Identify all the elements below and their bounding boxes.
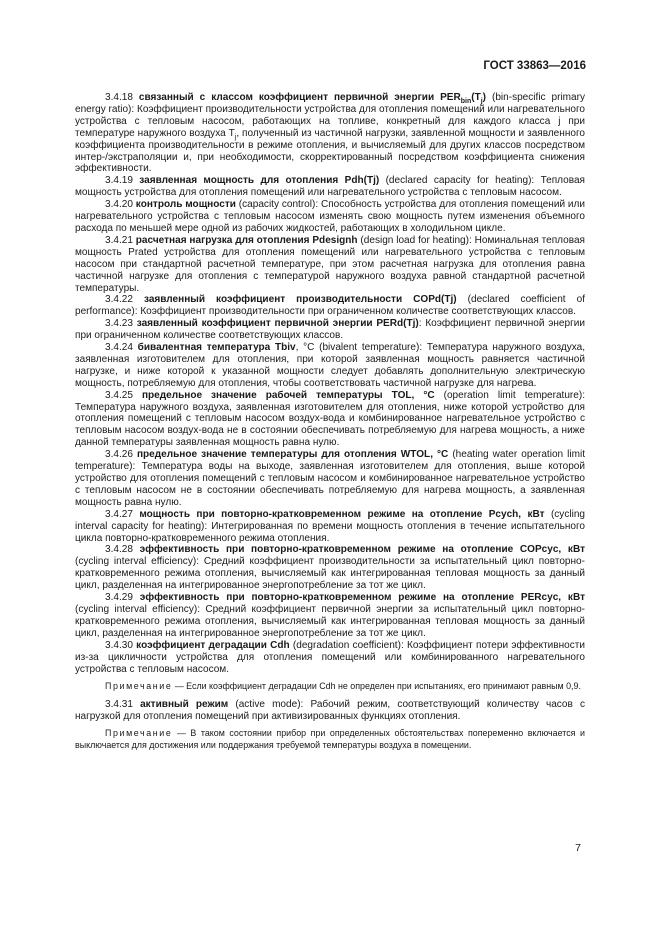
definition-text: (cycling interval efficiency): Средний коэффициент первичной энергии за испытательный цикл повторно-кратковременного режима отопления, вычисляемый как интегрированная тепловая мощность за данный цикл, разделенная на интегрированное энергопотребление за тот же цикл. (75, 603, 585, 639)
term: заявленная мощность для отопления Pdh(Tj) (139, 175, 380, 187)
term: бивалентная температура Tbiv (137, 342, 296, 354)
definition-item (75, 235, 585, 295)
term-text-3: ) (482, 92, 487, 103)
definition-text: (heating water operation limit temperature): Температура воды на выходе, заявленная изготовителем для отопления, выше которой устройство для отопления помещений с тепловым насосом и комбинированное нагревательное устройство с тепловым насосом не в состоянии обеспечивать потребляемую для нагрева мощность, а заявленная мощность равна нулю. (75, 449, 586, 508)
definition-item (75, 294, 585, 318)
term: заявленный коэффициент первичной энергии PERd(Tj) (136, 318, 419, 330)
term: расчетная нагрузка для отопления Pdesignh (135, 234, 358, 246)
item-number: 3.4.26 (105, 449, 133, 461)
note (75, 681, 585, 692)
definition-item (75, 342, 585, 390)
definition-item (75, 699, 585, 723)
item-number: 3.4.18 (105, 92, 133, 103)
term-subscript: bin (460, 98, 472, 105)
definition-text: (operation limit temperature): Температура наружного воздуха, заявленная изготовителем для отопления, ниже которой устройство для отопления помещений с тепловым насосом воздух-вода и комбинированное нагревательное устройство с тепловым насосом воздух-вода не в состоянии обеспечивать потребляемую для нагрева мощность, а ниже данной температуры заявленная мощность равна нулю. (75, 389, 586, 449)
item-number: 3.4.23 (105, 318, 133, 330)
definition-subscript: j (234, 133, 237, 141)
definition-text: (cycling interval efficiency): Средний коэффициент производительности за испытательный цикл повторно-кратковременного режима отопления, вычисляемый как интегрированная тепловая мощность за данный цикл, разделенная на интегрированное энергопотребление за тот же цикл. (75, 556, 585, 592)
item-number: 3.4.28 (105, 544, 133, 556)
item-number: 3.4.25 (105, 389, 133, 401)
document-header: ГОСТ 33863—2016 (483, 60, 586, 72)
term-text-2: (T (471, 92, 481, 103)
term (139, 92, 486, 103)
definition-item (75, 175, 585, 199)
definition-item (75, 318, 585, 342)
definition-text: : Коэффициент первичной энергии при ограниченном количестве соответствующих классов. (75, 318, 585, 342)
item-number: 3.4.30 (105, 639, 133, 651)
note-label: Примечание (105, 681, 173, 692)
item-number: 3.4.27 (105, 508, 133, 520)
definition-text: (design load for heating): Номинальная тепловая мощность Prated устройства для отопления помещений или нагревательного устройства с тепловым насосом при стандартной расчетной температуре, при этом расчетная нагрузка для отопления равна частичной нагрузке для отопления с температурой наружного воздуха равной стандартной расчетной температуры. (75, 234, 585, 294)
item-number: 3.4.31 (105, 698, 133, 710)
note-text: — В таком состоянии прибор при определенных обстоятельствах попеременно включается и выключается для достижения или поддержания требуемой температуры воздуха в помещении. (75, 728, 585, 750)
term: предельное значение температуры для отопления WTOL, °C (136, 449, 449, 461)
definition-item (75, 592, 585, 640)
definition-item (75, 509, 585, 545)
document-body (75, 92, 585, 757)
term-text: связанный с классом коэффициент первичной энергии PER (138, 92, 461, 103)
note (75, 728, 585, 750)
definition-item (75, 199, 585, 235)
note-text: — Если коэффициент деградации Cdh не определен при испытаниях, его принимают равным 0,9. (172, 681, 581, 692)
item-number: 3.4.29 (105, 592, 133, 604)
definition-text: (bin-specific primary energy ratio): Коэффициент производительности устройства для отопления помещений или нагревательного устройства с тепловым насосом, работающих на топливе, конкретный для каждого класса j при температуре наружного воздуха T (75, 92, 586, 139)
definition-text: , °C (bivalent temperature): Температура наружного воздуха, заявленная изготовителем для отопления, при которой заявленная мощность равняется частичной нагрузке, и ниже которой к указанной мощности следует добавлять дополнительную электрическую мощность, потребляемую для отопления, чтобы соответствовать частичной нагрузке для нагрева. (75, 342, 586, 389)
term: предельное значение рабочей температуры TOL, °C (141, 389, 435, 401)
term: эффективность при повторно-кратковременном режиме на отопление PERcyc, кВт (139, 592, 585, 604)
definition-text-end: , полученный из частичной нагрузки, заявленной мощности и заявленного коэффициента производительности в режиме отопления, и вычисляемый для других классов посредством интер-/экстраполяции и, при необходимости, скорректированный посредством коэффициента снижения эффективности. (75, 127, 585, 175)
definition-item (75, 449, 585, 509)
term: активный режим (140, 698, 229, 710)
item-number: 3.4.19 (105, 175, 133, 187)
definition-text: (degradation coefficient): Коэффициент потери эффективности из-за цикличности устройства для отопления помещений или комбинированного нагревательного устройства с тепловым насосом. (75, 639, 585, 675)
term: коэффициент деградации Cdh (136, 639, 290, 651)
definition-text: (active mode): Рабочий режим, соответствующий количеству часов с нагрузкой для отопления помещений при активизированных функциях отопления. (75, 698, 585, 722)
term: контроль мощности (135, 199, 236, 211)
definition-item (75, 92, 585, 175)
definition-text: (cycling interval capacity for heating): Интегрированная по времени мощность отопления в течение испытательного цикла повторно-кратковременного режима отопления. (75, 508, 585, 544)
note-label: Примечание (105, 728, 173, 739)
item-number: 3.4.21 (105, 234, 133, 246)
definition-text: (declared capacity for heating): Тепловая мощность устройства для отопления помещений или нагревательного устройства с тепловым насосом. (75, 175, 585, 199)
definition-text: (declared coefficient of performance): Коэффициент производительности при ограниченном количестве соответствующих классов. (75, 294, 585, 318)
definition-item (75, 640, 585, 676)
item-number: 3.4.24 (105, 342, 133, 354)
term-subscript-2: j (480, 98, 483, 105)
item-number: 3.4.20 (105, 199, 133, 211)
term: эффективность при повторно-кратковременном режиме на отопление COPcyc, кВт (139, 544, 585, 556)
item-number: 3.4.22 (105, 294, 133, 306)
definition-item (75, 544, 585, 592)
definition-text: (capacity control): Способность устройства для отопления помещений или нагревательного устройства с тепловым насосом изменять свою мощность путем изменения объемного расхода по меньшей мере одной из рабочих жидкостей, работающих в холодильном цикле. (75, 199, 585, 234)
definition-item (75, 390, 585, 450)
term: мощность при повторно-кратковременном режиме на отопление Pcych, кВт (139, 508, 545, 520)
page-number: 7 (575, 842, 581, 854)
term: заявленный коэффициент производительности COPd(Tj) (143, 294, 457, 306)
